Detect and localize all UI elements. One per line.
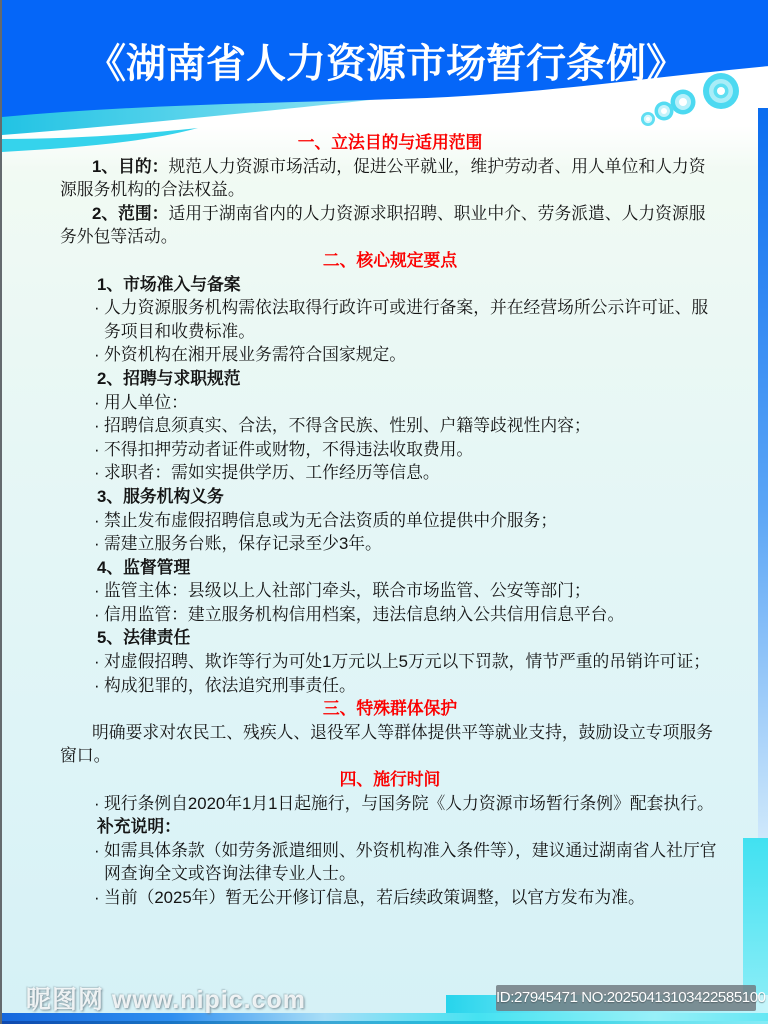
- bullet-dot: ·: [94, 510, 100, 530]
- subheading: 3、服务机构义务: [97, 486, 224, 506]
- paragraph: 1、目的：规范人力资源市场活动，促进公平就业，维护劳动者、用人单位和人力资源服务机构的合法权益。: [60, 156, 706, 200]
- bullet-item: · 禁止发布虚假招聘信息或为无合法资质的单位提供中介服务；: [104, 509, 720, 533]
- subheading: 4、监督管理: [97, 557, 191, 577]
- bullet-dot: ·: [94, 675, 100, 695]
- decor-circle-tiny: [641, 112, 655, 126]
- bullet-dot: ·: [94, 652, 100, 672]
- bullet-dot: ·: [94, 534, 100, 554]
- subheading: 1、市场准入与备案: [97, 274, 241, 294]
- page-title: 《湖南省人力资源市场暂行条例》: [86, 42, 686, 86]
- bullet-dot: ·: [94, 840, 100, 860]
- bullet-item: · 监管主体：县级以上人社部门牵头，联合市场监管、公安等部门；: [104, 579, 720, 603]
- bullet-dot: ·: [94, 581, 100, 601]
- watermark: 昵图网 www.nipic.com: [26, 986, 306, 1014]
- bullet-item: · 现行条例自2020年1月1日起施行，与国务院《人力资源市场暂行条例》配套执行。: [104, 792, 720, 816]
- bullet-item: · 信用监管：建立服务机构信用档案，违法信息纳入公共信用信息平台。: [104, 603, 720, 627]
- bullet-dot: ·: [94, 463, 100, 483]
- bullet-item: · 对虚假招聘、欺诈等行为可处1万元以上5万元以下罚款，情节严重的吊销许可证；: [104, 650, 720, 674]
- bullet-item: · 需建立服务台账，保存记录至少3年。: [104, 532, 720, 556]
- subheading: 补充说明：: [97, 817, 181, 837]
- bullet-item: · 如需具体条款（如劳务派遣细则、外资机构准入条件等），建议通过湖南省人社厅官网查询全文或咨询法律专业人士。: [94, 840, 717, 884]
- paragraph: 2、范围：适用于湖南省内的人力资源求职招聘、职业中介、劳务派遣、人力资源服务外包等活动。: [60, 203, 706, 247]
- bullet-dot: ·: [94, 298, 100, 318]
- bullet-item: · 招聘信息须真实、合法，不得含民族、性别、户籍等歧视性内容；: [104, 414, 720, 438]
- bullet-item: · 构成犯罪的，依法追究刑事责任。: [104, 674, 720, 698]
- bullet-item: · 人力资源服务机构需依法取得行政许可或进行备案，并在经营场所公示许可证、服务项目和收费标准。: [94, 298, 709, 341]
- subheading: 5、法律责任: [97, 628, 191, 648]
- stock-id-badge: ID:27945471 NO:20250413103422585100: [496, 985, 756, 1011]
- paragraph: 明确要求对农民工、残疾人、退役军人等群体提供平等就业支持，鼓励设立专项服务窗口。: [60, 722, 713, 766]
- bullet-dot: ·: [94, 604, 100, 624]
- section-heading: 二、核心规定要点: [322, 250, 458, 270]
- paragraph-prefix: 1、目的：: [92, 156, 169, 176]
- bullet-item: · 当前（2025年）暂无公开修订信息，若后续政策调整，以官方发布为准。: [104, 886, 720, 910]
- bullet-dot: ·: [94, 439, 100, 459]
- bullet-dot: ·: [94, 392, 100, 412]
- paragraph-prefix: 2、范围：: [92, 203, 169, 223]
- bullet-item: · 不得扣押劳动者证件或财物，不得违法收取费用。: [104, 438, 720, 462]
- right-accent-strip: [758, 108, 768, 840]
- bullet-item: · 求职者：需如实提供学历、工作经历等信息。: [104, 461, 720, 485]
- section-heading: 四、施行时间: [339, 770, 441, 790]
- bullet-dot: ·: [94, 345, 100, 365]
- bullet-item: · 用人单位：: [104, 391, 720, 415]
- bullet-item: · 外资机构在湘开展业务需符合国家规定。: [104, 343, 720, 367]
- decor-circle-medium: [671, 90, 696, 115]
- bullet-dot: ·: [94, 888, 100, 907]
- section-heading: 一、立法目的与适用范围: [297, 133, 483, 152]
- subheading: 2、招聘与求职规范: [97, 368, 241, 388]
- content: [60, 131, 720, 910]
- section-heading: 三、特殊群体保护: [322, 699, 458, 719]
- bullet-dot: ·: [94, 793, 100, 813]
- bullet-dot: ·: [94, 416, 100, 436]
- decor-circle-small: [655, 102, 674, 121]
